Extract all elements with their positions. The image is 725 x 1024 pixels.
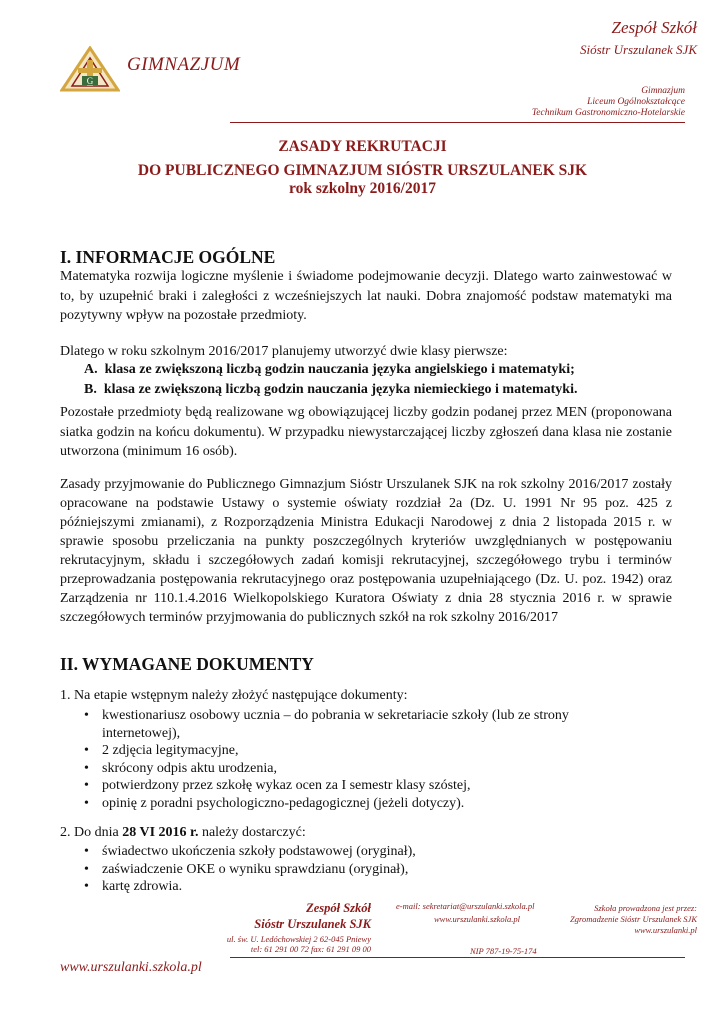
footer-email: e-mail: sekretariat@urszulanki.szkola.pl [396,901,535,911]
footer-school-name: Zespół Szkół [306,901,371,915]
class-a-item: A. klasa ze zwiększoną liczbą godzin nauczania języka angielskiego i matematyki; [84,362,575,377]
paragraph-legal-basis: Zasady przyjmowanie do Publicznego Gimnazjum Sióstr Urszulanek SJK na rok szkolny 2016/2017 zostały opracowane na podstawie Ustawy o systemie oświaty rozdział 2a (Dz. U. 1991 Nr 95 poz. 425 z późniejszymi zmianami), z Rozporządzenia Ministra Edukacji Narodowej z dnia 2 listopada 2015 r. w sprawie sposobu przeliczania na punkty poszczególnych kryteriów uwzględnianych w postępowaniu rekrutacyjnym, składu i szczegółowych zadań komisji rekrutacyjnej, szczegółowego trybu i terminów przeprowadzania postępowania rekrutacyjnego oraz postępowania uzupełniającego (Dz. U. poz. 1942) oraz Zarządzenia nr 110.1.4.2016 Wielkopolskiego Kuratora Oświaty z dnia 28 stycznia 2016 r. w sprawie szczegółowych terminów przyjmowania do publicznych szkół na rok szkolny 2016/2017 [60,477,672,625]
list-item: • 2 zdjęcia legitymacyjne, [84,743,239,758]
footer-run-by-label: Szkoła prowadzona jest przez: [594,903,697,913]
footer-nip: NIP 787-19-75-174 [470,946,537,956]
step-2-date: 28 VI 2016 r. [122,825,199,840]
section-heading-documents: II. WYMAGANE DOKUMENTY [60,654,314,674]
gimnazjum-wordmark: GIMNAZJUM [127,54,241,75]
step-1-text: 1. Na etapie wstępnym należy złożyć następujące dokumenty: [60,688,408,703]
list-item: • skrócony odpis aktu urodzenia, [84,760,277,776]
footer-website: www.urszulanki.szkola.pl [434,914,521,924]
bullet-icon: • [84,844,89,859]
footer-phone: tel: 61 291 00 72 fax: 61 291 09 00 [250,944,371,954]
footer-run-by-name: Zgromadzenie Sióstr Urszulanek SJK [570,914,697,924]
header-unit: Gimnazjum [641,86,685,96]
footer-run-by-website: www.urszulanki.pl [634,925,697,935]
bullet-icon: • [84,760,89,776]
document-subtitle: DO PUBLICZNEGO GIMNAZJUM SIÓSTR URSZULANEK SJK [137,162,588,179]
bullet-icon: • [84,795,89,811]
paragraph-classes-intro: Dlatego w roku szkolnym 2016/2017 planujemy utworzyć dwie klasy pierwsze: [60,344,508,359]
list-item: • opinię z poradni psychologiczno-pedagogicznej (jeżeli dotyczy). [84,795,465,811]
bullet-icon: • [84,743,89,758]
footer-divider [230,957,685,958]
footer-address: ul. św. U. Ledóchowskiej 2 62-045 Pniewy [226,934,371,944]
paragraph-math-intro: Matematyka rozwija logiczne myślenie i świadome podejmowanie decyzji. Dlatego warto zainwestować w to, by uzupełnić braki i zaległości z wcześniejszych lat nauki. Dobra znajomość podstaw matematyki ma pozytywny wpływ na pozostałe przedmioty. [60,269,672,323]
final-documents-list [84,843,644,896]
header-unit: Technikum Gastronomiczno-Hotelarskie [531,108,685,118]
svg-text:G: G [86,76,94,86]
class-b-item: B. klasa ze zwiększoną liczbą godzin nauczania języka niemieckiego i matematyki. [84,382,578,397]
list-item: • zaświadczenie OKE o wyniku sprawdzianu (oryginał), [84,861,409,877]
footer-website-large: www.urszulanki.szkola.pl [60,960,202,975]
step-2-text: 2. Do dnia 28 VI 2016 r. należy dostarczyć: [60,825,306,840]
header-school-subname: Sióstr Urszulanek SJK [580,42,697,57]
list-item: • potwierdzony przez szkołę wykaz ocen za I semestr klasy szóstej, [84,778,471,793]
bullet-icon: • [84,778,89,793]
bullet-icon: • [84,861,89,877]
footer-school-subname: Sióstr Urszulanek SJK [254,917,371,931]
list-item: • kwestionariusz osobowy ucznia – do pobrania w sekretariacie szkoły (lub ze strony internetowej), [84,708,569,741]
document-title: ZASADY REKRUTACJI [278,138,447,155]
header-unit: Liceum Ogólnokształcące [587,97,685,107]
bullet-icon: • [84,879,89,894]
header-school-name: Zespół Szkół [611,18,697,37]
header-divider [230,122,685,123]
list-item: • świadectwo ukończenia szkoły podstawowej (oryginał), [84,844,416,859]
section-heading-general: I. INFORMACJE OGÓLNE [60,247,276,267]
document-school-year: rok szkolny 2016/2017 [289,180,436,197]
initial-documents-list [84,707,644,812]
bullet-icon: • [84,708,89,723]
paragraph-other-subjects: Pozostałe przedmioty będą realizowane wg obowiązującej liczby godzin podanej przez MEN (proponowana siatka godzin na końcu dokumentu). W przypadku niewystarczającej liczby zgłoszeń dana klasa nie zostanie utworzona (minimum 16 osób). [60,405,672,459]
list-item: • kartę zdrowia. [84,879,183,894]
school-logo-icon [60,46,120,94]
